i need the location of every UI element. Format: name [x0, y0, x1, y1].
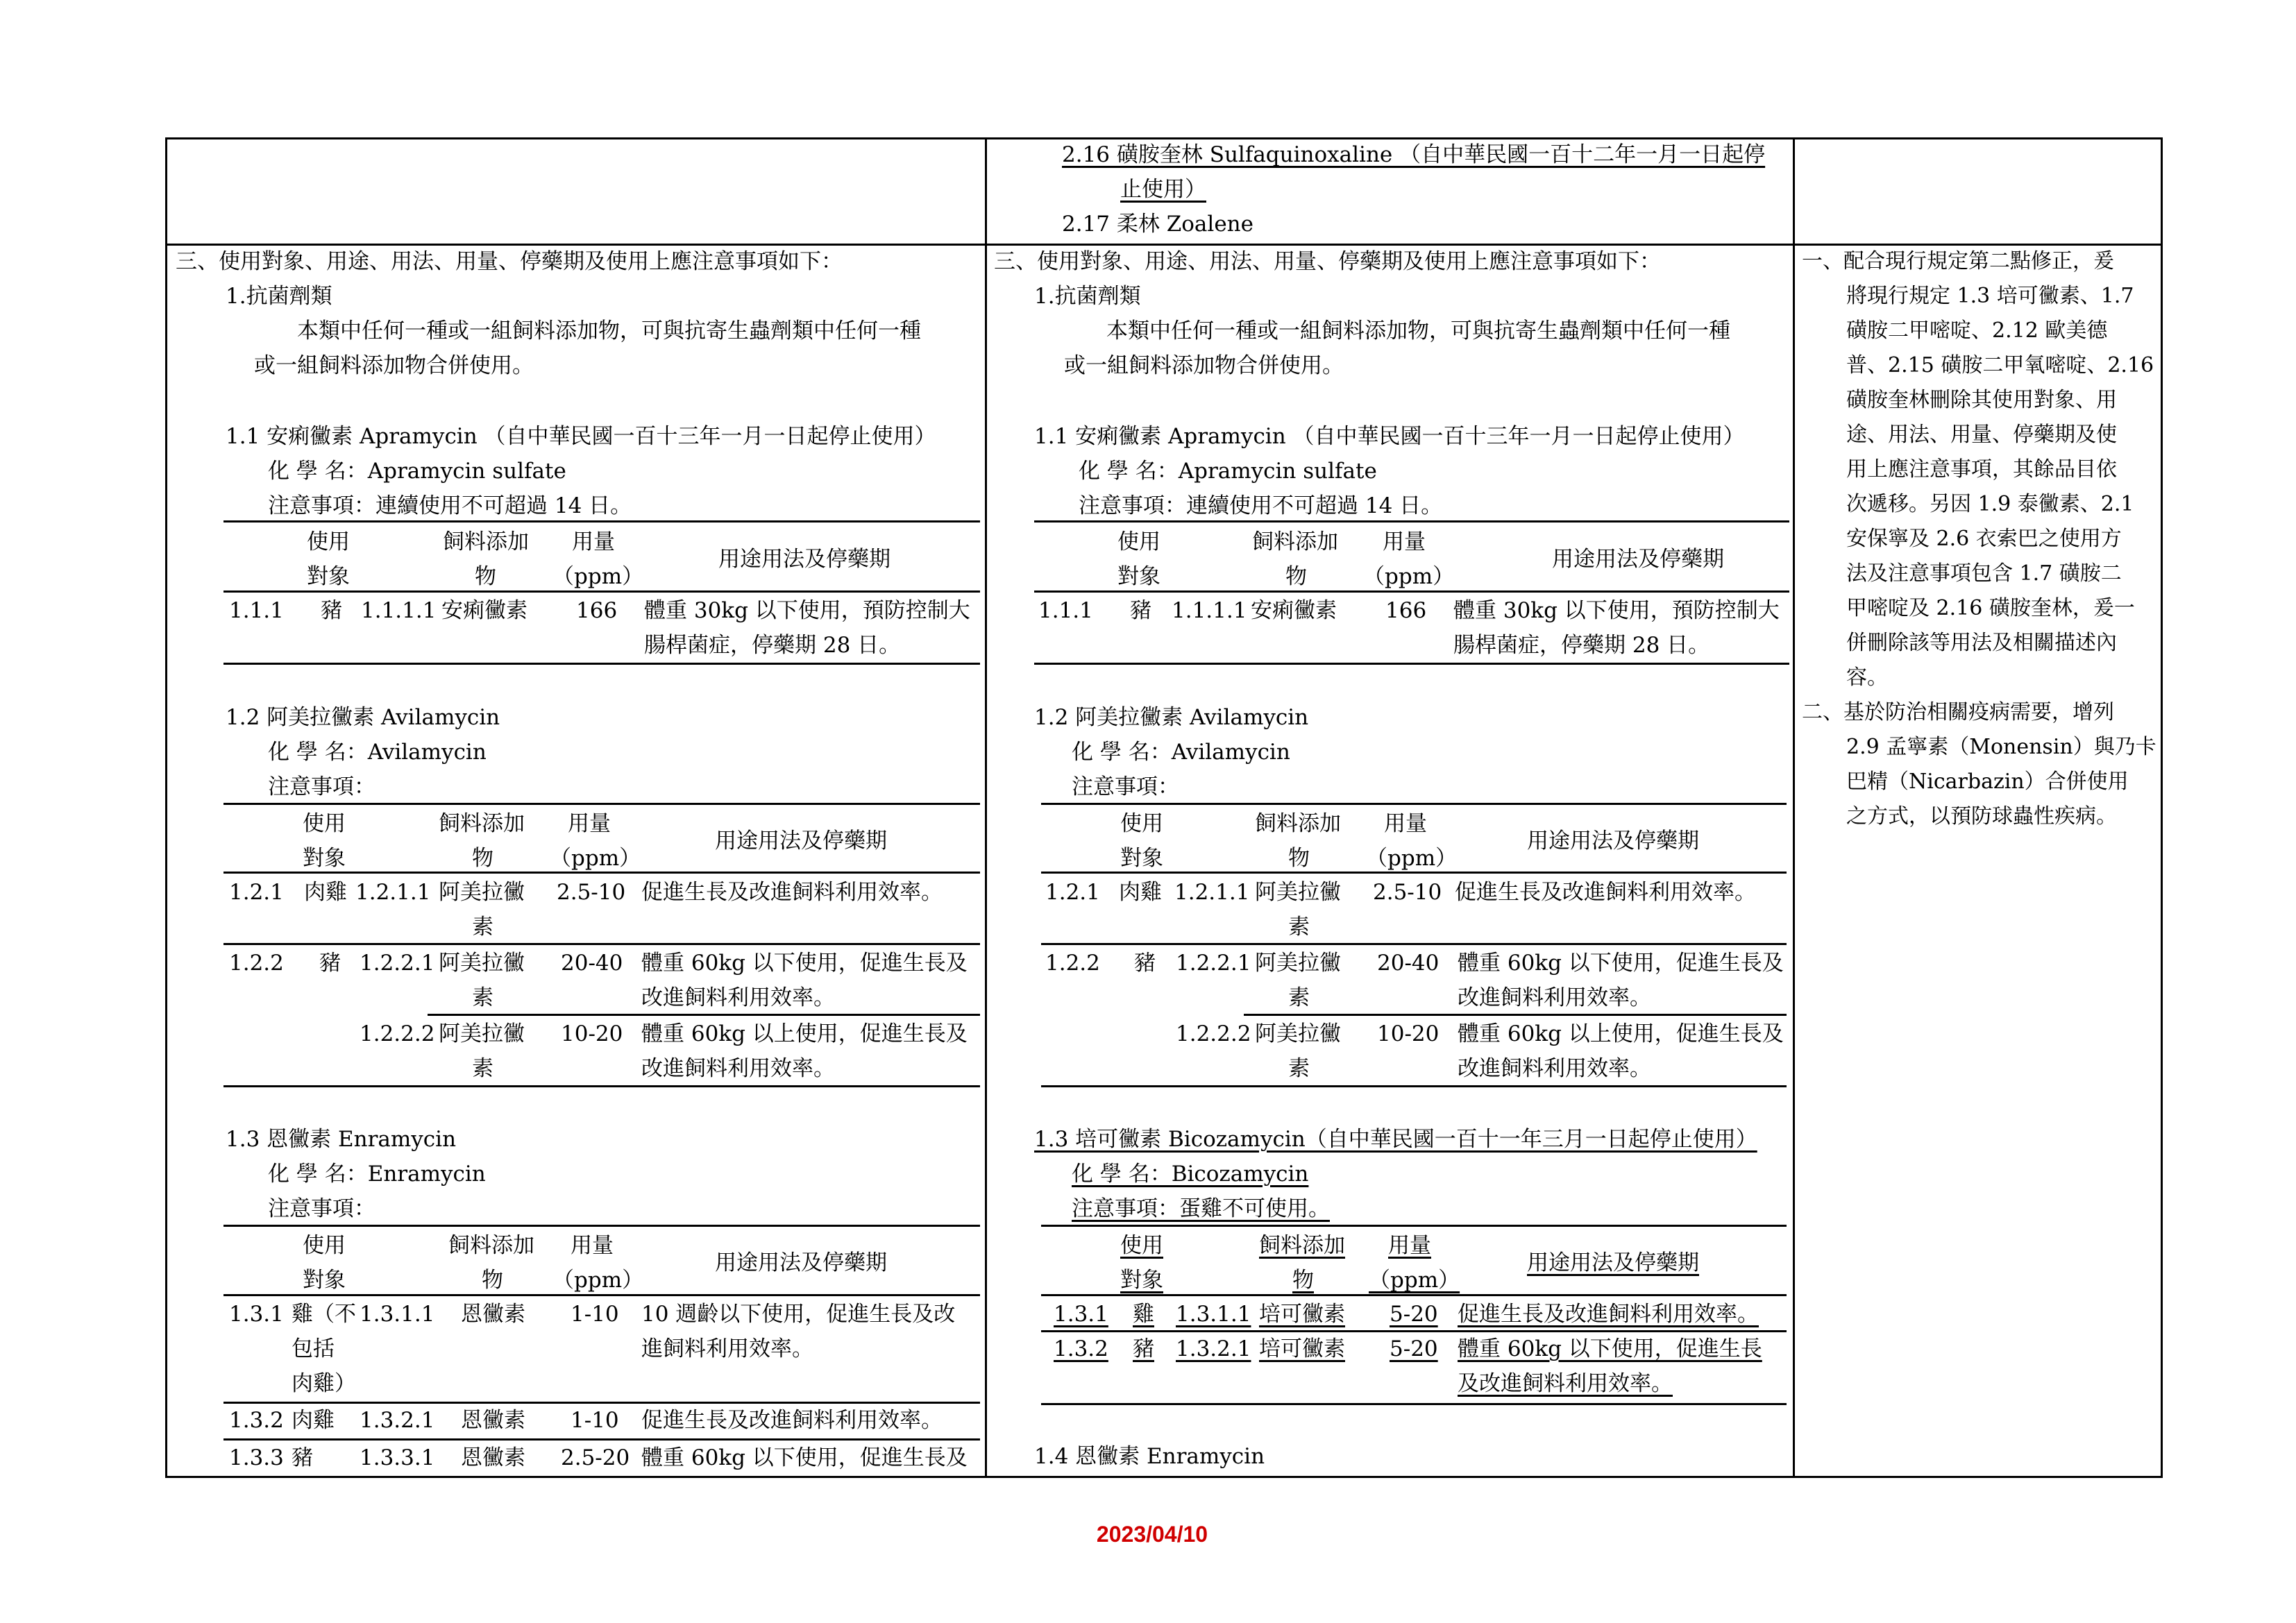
- avilamycin-title: 1.2 阿美拉黴素 Avilamycin: [226, 705, 500, 730]
- note-line: 安保寧及 2.6 衣索巴之使用方: [1846, 527, 2122, 551]
- row-additive-cont: 素: [472, 1056, 493, 1081]
- category-title: 1.抗菌劑類: [1034, 284, 1141, 309]
- note-line: 磺胺二甲嘧啶、2.12 歐美德: [1846, 318, 2108, 343]
- row-dose: 20-40: [1377, 951, 1440, 976]
- row-code: 1.2.2.2: [360, 1021, 435, 1046]
- row-additive-cont: 素: [472, 915, 493, 940]
- avilamycin-chemical: 化 學 名：Avilamycin: [268, 740, 487, 765]
- th-additive: 飼料添加: [439, 811, 525, 836]
- table-rule: [1034, 663, 1789, 665]
- row-additive: 阿美拉黴: [1255, 951, 1341, 976]
- table-rule: [223, 872, 980, 874]
- th-target: 使用: [303, 1233, 346, 1258]
- table-rule: [1041, 1403, 1787, 1405]
- th-usage: 用途用法及停藥期: [715, 829, 887, 853]
- table-rule: [1041, 1294, 1787, 1296]
- row-dose: 1-10: [571, 1408, 619, 1433]
- table-rule: [223, 520, 980, 522]
- table-rule: [223, 1294, 980, 1296]
- th-usage: 用途用法及停藥期: [1527, 1250, 1699, 1275]
- row-usage-cont: 改進飼料利用效率。: [1458, 1056, 1651, 1081]
- row-dose: 2.5-10: [557, 880, 626, 905]
- note-line: 2.9 孟寧素（Monensin）與乃卡: [1846, 735, 2156, 759]
- row-code: 1.3.2.1: [360, 1408, 435, 1433]
- row-no: 1.1.1: [229, 598, 284, 623]
- row-additive: 阿美拉黴: [1255, 880, 1341, 905]
- th-target: 使用: [307, 529, 350, 554]
- row-code: 1.2.2.2: [1176, 1021, 1251, 1046]
- row-usage: 體重 60kg 以下使用，促進生長及: [641, 951, 968, 976]
- row-code: 1.1.1.1: [1172, 598, 1247, 623]
- table-rule: [223, 1085, 980, 1087]
- row-additive: 阿美拉黴: [439, 880, 525, 905]
- table-rule: [1034, 520, 1789, 522]
- apramycin-note: 注意事項：連續使用不可超過 14 日。: [268, 493, 632, 518]
- row-target: 豬: [1133, 1336, 1154, 1361]
- item-2-16-cont: 止使用）: [1120, 177, 1206, 202]
- category-desc-cont: 或一組飼料添加物合併使用。: [254, 353, 534, 378]
- th-target-2: 對象: [1120, 846, 1163, 871]
- th-usage: 用途用法及停藥期: [718, 547, 890, 572]
- th-target-2: 對象: [303, 846, 346, 871]
- row-additive: 安痢黴素: [441, 598, 527, 623]
- category-desc: 本類中任何一種或一組飼料添加物，可與抗寄生蟲劑類中任何一種: [297, 318, 921, 343]
- row-additive-cont: 素: [1288, 985, 1310, 1010]
- row-dose: 2.5-10: [1373, 880, 1442, 905]
- row-target: 肉雞: [292, 1408, 335, 1433]
- avilamycin-title: 1.2 阿美拉黴素 Avilamycin: [1034, 705, 1309, 730]
- row-target: 豬: [319, 951, 341, 976]
- th-dose-unit: （ppm）: [1369, 1268, 1460, 1293]
- row-no: 1.3.2: [1054, 1336, 1108, 1361]
- table-rule: [223, 803, 980, 805]
- row-usage: 體重 30kg 以下使用，預防控制大: [1453, 598, 1780, 623]
- column-divider-left: [985, 137, 987, 1478]
- table-rule: [1041, 1225, 1787, 1227]
- note-line: 途、用法、用量、停藥期及使: [1846, 423, 2117, 447]
- note-line: 一、配合現行規定第二點修正，爰: [1802, 249, 2114, 273]
- table-rule: [1034, 590, 1789, 593]
- row-target: 豬: [292, 1445, 313, 1470]
- th-additive-2: 物: [472, 846, 493, 871]
- row-code: 1.3.2.1: [1176, 1336, 1251, 1361]
- category-desc: 本類中任何一種或一組飼料添加物，可與抗寄生蟲劑類中任何一種: [1106, 318, 1730, 343]
- th-dose: 用量: [1384, 811, 1427, 836]
- row-code: 1.2.2.1: [1176, 951, 1251, 976]
- row-additive: 阿美拉黴: [439, 1021, 525, 1046]
- row-additive: 恩黴素: [461, 1302, 525, 1327]
- row-usage: 體重 60kg 以下使用，促進生長及: [1458, 951, 1784, 976]
- note-line: 用上應注意事項，其餘品目依: [1846, 457, 2117, 482]
- row-additive: 恩黴素: [461, 1408, 525, 1433]
- row-additive: 培可黴素: [1259, 1302, 1345, 1327]
- th-dose-unit: （ppm）: [552, 1268, 644, 1293]
- note-line: 法及注意事項包含 1.7 磺胺二: [1846, 561, 2122, 586]
- row-usage: 體重 60kg 以下使用，促進生長: [1458, 1336, 1762, 1361]
- enramycin-chemical: 化 學 名：Enramycin: [268, 1162, 486, 1187]
- th-target-2: 對象: [1117, 564, 1160, 589]
- note-line: 將現行規定 1.3 培可黴素、1.7: [1846, 284, 2134, 308]
- item-2-17: 2.17 柔林 Zoalene: [1062, 212, 1253, 237]
- th-dose: 用量: [1383, 529, 1426, 554]
- enramycin-note: 注意事項：: [268, 1196, 375, 1221]
- row-target: 豬: [1134, 951, 1156, 976]
- table-rule: [1041, 803, 1787, 805]
- row-usage-cont: 進飼料利用效率。: [641, 1336, 813, 1361]
- avilamycin-chemical: 化 學 名：Avilamycin: [1072, 740, 1290, 765]
- note-line: 次遞移。另因 1.9 泰黴素、2.1: [1846, 492, 2134, 516]
- th-target-2: 對象: [307, 564, 350, 589]
- row-additive: 阿美拉黴: [1255, 1021, 1341, 1046]
- th-dose-unit: （ppm）: [550, 846, 641, 871]
- apramycin-title: 1.1 安痢黴素 Apramycin （自中華民國一百十三年一月一日起停止使用）: [226, 424, 936, 449]
- th-additive-2: 物: [1292, 1268, 1314, 1293]
- row-usage: 促進生長及改進飼料利用效率。: [641, 880, 943, 905]
- row-no: 1.2.1: [1045, 880, 1100, 905]
- row-code: 1.3.1.1: [360, 1302, 435, 1327]
- apramycin-note: 注意事項：連續使用不可超過 14 日。: [1079, 493, 1443, 518]
- note-line: 巴精（Nicarbazin）合併使用: [1846, 770, 2129, 794]
- row-usage-cont: 腸桿菌症，停藥期 28 日。: [644, 633, 901, 658]
- th-usage: 用途用法及停藥期: [1527, 829, 1699, 853]
- th-additive: 飼料添加: [1252, 529, 1338, 554]
- th-target: 使用: [303, 811, 346, 836]
- footer-date: 2023/04/10: [1096, 1522, 1208, 1547]
- row-target: 豬: [321, 598, 342, 623]
- row-additive-cont: 素: [472, 985, 493, 1010]
- row-target: 肉雞: [304, 880, 347, 905]
- th-additive-2: 物: [475, 564, 496, 589]
- th-target: 使用: [1120, 811, 1163, 836]
- row-usage-cont: 改進飼料利用效率。: [641, 985, 835, 1010]
- enramycin-title: 1.3 恩黴素 Enramycin: [226, 1127, 457, 1152]
- row-code: 1.2.1.1: [355, 880, 431, 905]
- table-rule: [223, 590, 980, 593]
- row-usage: 10 週齡以下使用，促進生長及改: [641, 1302, 956, 1327]
- row-no: 1.3.1: [229, 1302, 284, 1327]
- row-additive: 安痢黴素: [1251, 598, 1337, 623]
- row-dose: 10-20: [1377, 1021, 1440, 1046]
- row-dose: 10-20: [561, 1021, 623, 1046]
- note-line: 甲嘧啶及 2.16 磺胺奎林，爰一: [1846, 596, 2135, 620]
- row-code: 1.2.2.1: [360, 951, 435, 976]
- th-dose-unit: （ppm）: [552, 564, 644, 589]
- row-target-cont: 肉雞）: [292, 1371, 356, 1396]
- row-no: 1.2.2: [229, 951, 284, 976]
- th-additive-2: 物: [482, 1268, 503, 1293]
- row-additive-cont: 素: [1288, 1056, 1310, 1081]
- category-desc-cont: 或一組飼料添加物合併使用。: [1064, 353, 1344, 378]
- bicozamycin-chemical: 化 學 名：Bicozamycin: [1072, 1162, 1309, 1187]
- row-usage-cont: 改進飼料利用效率。: [1458, 985, 1651, 1010]
- table-rule: [1244, 1014, 1787, 1016]
- row-usage: 體重 30kg 以下使用，預防控制大: [644, 598, 970, 623]
- row-dose: 20-40: [561, 951, 623, 976]
- row-target: 雞（不: [292, 1302, 356, 1327]
- note-line: 併刪除該等用法及相關描述內: [1846, 631, 2117, 655]
- table-rule: [428, 1014, 980, 1016]
- row-dose: 166: [576, 598, 618, 623]
- th-additive: 飼料添加: [448, 1233, 534, 1258]
- row-dose: 1-10: [571, 1302, 619, 1327]
- row-target: 豬: [1130, 598, 1151, 623]
- row-usage: 促進生長及改進飼料利用效率。: [1455, 880, 1756, 905]
- apramycin-chemical: 化 學 名：Apramycin sulfate: [268, 459, 566, 484]
- row-usage: 體重 60kg 以上使用，促進生長及: [1458, 1021, 1784, 1046]
- row-no: 1.3.1: [1054, 1302, 1108, 1327]
- row-usage-cont: 改進飼料利用效率。: [641, 1056, 835, 1081]
- section-title: 三、使用對象、用途、用法、用量、停藥期及使用上應注意事項如下：: [176, 249, 843, 274]
- row-usage: 促進生長及改進飼料利用效率。: [1458, 1302, 1759, 1327]
- column-divider-right: [1793, 137, 1795, 1478]
- bicozamycin-note: 注意事項：蛋雞不可使用。: [1072, 1196, 1330, 1221]
- note-line: 磺胺奎林刪除其使用對象、用: [1846, 388, 2117, 412]
- table-rule: [223, 943, 980, 945]
- th-dose-unit: （ppm）: [1363, 564, 1455, 589]
- th-additive: 飼料添加: [1255, 811, 1341, 836]
- row-usage-cont: 腸桿菌症，停藥期 28 日。: [1453, 633, 1710, 658]
- avilamycin-note: 注意事項：: [268, 774, 375, 799]
- avilamycin-note: 注意事項：: [1072, 774, 1179, 799]
- th-target: 使用: [1120, 1233, 1163, 1258]
- row-no: 1.3.3: [229, 1445, 284, 1470]
- th-target-2: 對象: [303, 1268, 346, 1293]
- row-dose: 166: [1385, 598, 1427, 623]
- note-line: 二、基於防治相關疫病需要，增列: [1802, 700, 2114, 724]
- th-additive-2: 物: [1288, 846, 1310, 871]
- category-title: 1.抗菌劑類: [226, 284, 332, 309]
- row-no: 1.2.1: [229, 880, 284, 905]
- row-usage-cont: 及改進飼料利用效率。: [1458, 1371, 1673, 1396]
- row-no: 1.1.1: [1038, 598, 1093, 623]
- row-additive: 培可黴素: [1259, 1336, 1345, 1361]
- section-title: 三、使用對象、用途、用法、用量、停藥期及使用上應注意事項如下：: [994, 249, 1661, 274]
- row-usage: 促進生長及改進飼料利用效率。: [641, 1408, 943, 1433]
- th-dose: 用量: [572, 529, 615, 554]
- apramycin-chemical: 化 學 名：Apramycin sulfate: [1079, 459, 1377, 484]
- item-2-16: 2.16 磺胺奎林 Sulfaquinoxaline （自中華民國一百十二年一月一日起停: [1062, 142, 1766, 167]
- table-rule: [1041, 872, 1787, 874]
- row-no: 1.2.2: [1045, 951, 1100, 976]
- table-rule: [223, 663, 980, 665]
- row-usage: 體重 60kg 以上使用，促進生長及: [641, 1021, 968, 1046]
- note-line: 之方式，以預防球蟲性疾病。: [1846, 804, 2117, 829]
- row-usage: 體重 60kg 以下使用，促進生長及: [641, 1445, 968, 1470]
- th-dose: 用量: [568, 811, 611, 836]
- bicozamycin-title: 1.3 培可黴素 Bicozamycin（自中華民國一百十一年三月一日起停止使用）: [1034, 1127, 1757, 1152]
- table-rule: [1041, 1085, 1787, 1087]
- th-additive: 飼料添加: [443, 529, 529, 554]
- row-dose: 5-20: [1390, 1302, 1438, 1327]
- row-code: 1.1.1.1: [361, 598, 437, 623]
- row-target: 雞: [1133, 1302, 1154, 1327]
- th-usage: 用途用法及停藥期: [1552, 547, 1724, 572]
- th-additive-2: 物: [1285, 564, 1307, 589]
- row-target: 肉雞: [1119, 880, 1162, 905]
- th-dose: 用量: [1388, 1233, 1431, 1258]
- row-dose: 2.5-20: [561, 1445, 630, 1470]
- row-additive: 阿美拉黴: [439, 951, 525, 976]
- note-line: 普、2.15 磺胺二甲氧嘧啶、2.16: [1846, 353, 2154, 377]
- th-target-2: 對象: [1120, 1268, 1163, 1293]
- row-dose: 5-20: [1390, 1336, 1438, 1361]
- row-additive-cont: 素: [1288, 915, 1310, 940]
- row-no: 1.3.2: [229, 1408, 284, 1433]
- table-rule: [223, 1225, 980, 1227]
- row-code: 1.3.1.1: [1176, 1302, 1251, 1327]
- th-dose: 用量: [571, 1233, 614, 1258]
- row-target-cont: 包括: [292, 1336, 335, 1361]
- apramycin-title: 1.1 安痢黴素 Apramycin （自中華民國一百十三年一月一日起停止使用）: [1034, 424, 1745, 449]
- row-code: 1.2.1.1: [1174, 880, 1250, 905]
- th-usage: 用途用法及停藥期: [715, 1250, 887, 1275]
- row-additive: 恩黴素: [461, 1445, 525, 1470]
- enramycin-title: 1.4 恩黴素 Enramycin: [1034, 1444, 1265, 1469]
- th-dose-unit: （ppm）: [1366, 846, 1458, 871]
- th-target: 使用: [1117, 529, 1160, 554]
- table-rule: [1041, 943, 1787, 945]
- note-line: 容。: [1846, 665, 1888, 690]
- th-additive: 飼料添加: [1259, 1233, 1345, 1258]
- row-code: 1.3.3.1: [360, 1445, 435, 1470]
